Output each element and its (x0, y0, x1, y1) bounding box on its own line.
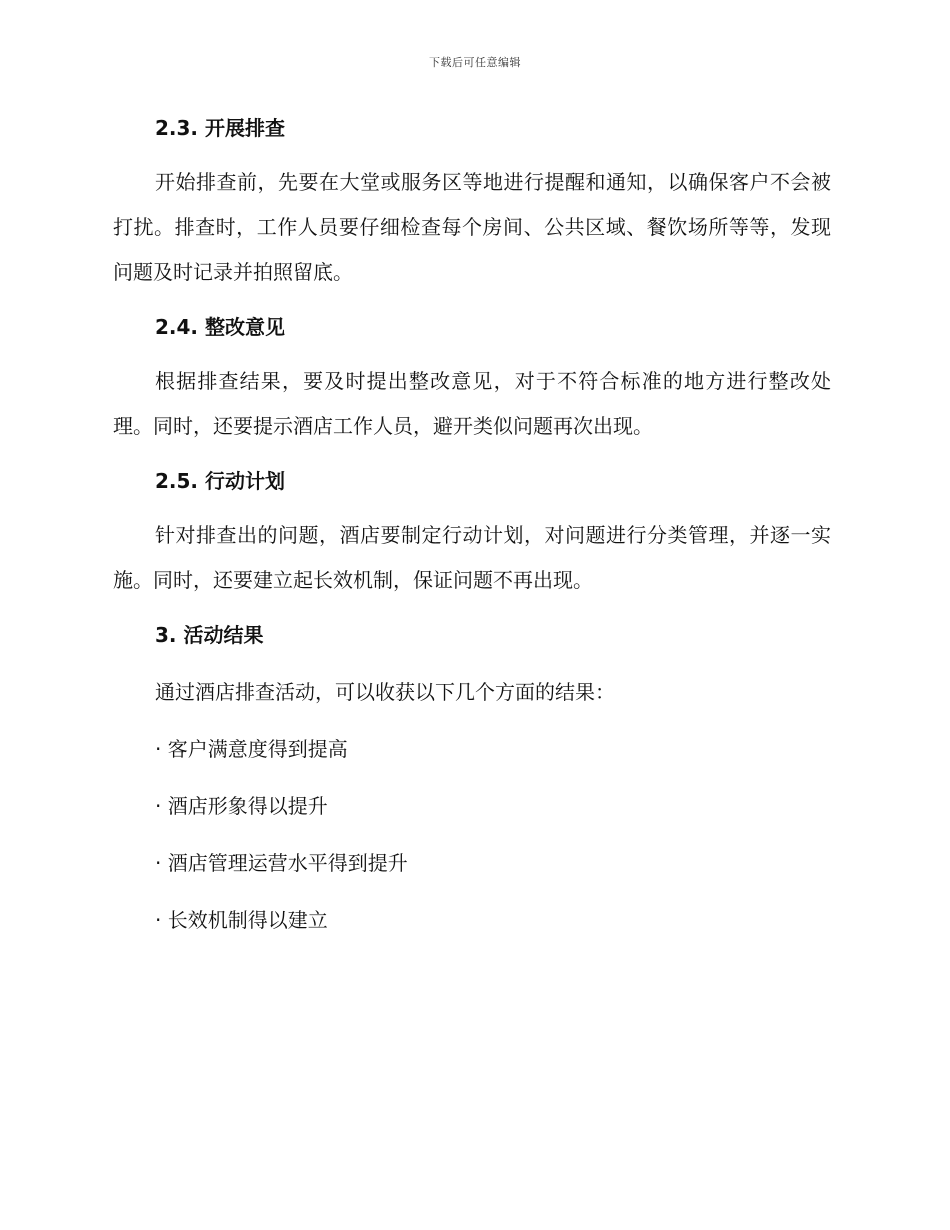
section-heading-2-5: 2.5. 行动计划 (155, 469, 285, 493)
section-heading-2-4: 2.4. 整改意见 (155, 315, 285, 339)
result-item: · 客户满意度得到提高 (155, 737, 348, 761)
section-paragraph-2-5: 针对排查出的问题，酒店要制定行动计划，对问题进行分类管理，并逐一实施。同时，还要建立起长效机制，保证问题不再出现。 (113, 523, 831, 592)
section-paragraph-3: 通过酒店排查活动，可以收获以下几个方面的结果： (155, 680, 615, 704)
section-heading-2-3: 2.3. 开展排查 (155, 116, 285, 140)
section-paragraph-2-3: 开始排查前，先要在大堂或服务区等地进行提醒和通知，以确保客户不会被打扰。排查时，工作人员要仔细检查每个房间、公共区域、餐饮场所等等，发现问题及时记录并拍照留底。 (113, 170, 831, 284)
header-note: 下载后可任意编辑 (429, 56, 521, 69)
section-paragraph-2-4: 根据排查结果，要及时提出整改意见，对于不符合标准的地方进行整改处理。同时，还要提示酒店工作人员，避开类似问题再次出现。 (113, 369, 831, 438)
result-item: · 长效机制得以建立 (155, 908, 328, 932)
document-content (113, 110, 831, 938)
section-heading-3: 3. 活动结果 (155, 623, 264, 647)
result-item: · 酒店形象得以提升 (155, 794, 328, 818)
result-item: · 酒店管理运营水平得到提升 (155, 851, 408, 875)
